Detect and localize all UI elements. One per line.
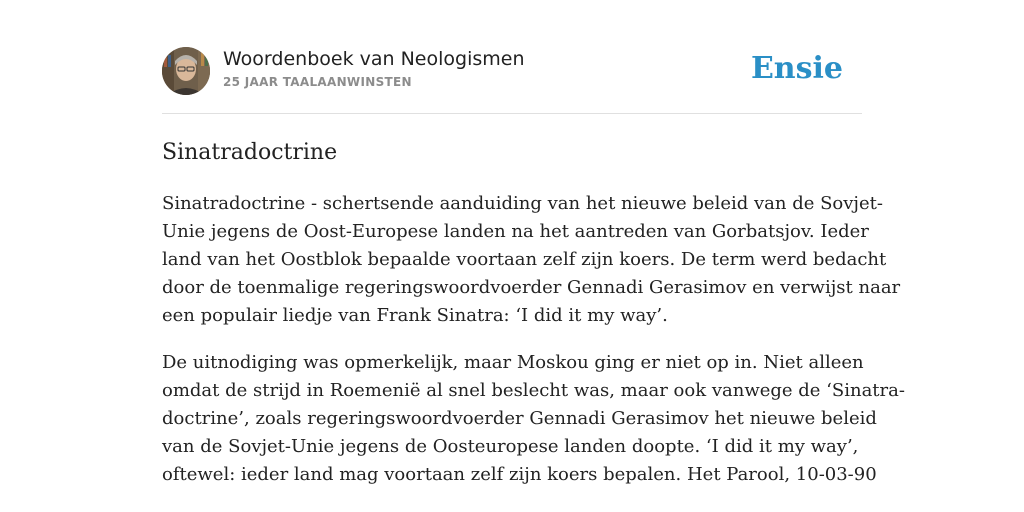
author-portrait-icon <box>162 47 210 95</box>
quote-line: van de Sovjet-Unie jegens de Oosteuropese landen doopte. ‘I did it my way’, <box>162 436 859 457</box>
quote-line: De uitnodiging was opmerkelijk, maar Moskou ging er niet op in. Niet alleen <box>162 352 864 373</box>
quote-line: omdat de strijd in Roemenië al snel beslecht was, maar ook vanwege de ‘Sinatra- <box>162 380 905 401</box>
definition-line: door de toenmalige regeringswoordvoerder Gennadi Gerasimov en verwijst naar <box>162 277 901 298</box>
entry-quote <box>162 349 905 489</box>
quote-line: doctrine’, zoals regeringswoordvoerder Gennadi Gerasimov het nieuwe beleid <box>162 408 877 429</box>
entry-definition <box>162 190 901 330</box>
definition-line: land van het Oostblok bepaalde voortaan zelf zijn koers. De term werd bedacht <box>162 249 887 270</box>
ensie-logo[interactable]: Ensie <box>750 51 843 86</box>
author-avatar[interactable] <box>162 47 210 95</box>
entry-title: Sinatradoctrine <box>162 140 338 165</box>
definition-line: Unie jegens de Oost-Europese landen na het aantreden van Gorbatsjov. Ieder <box>162 221 869 242</box>
definition-line: Sinatradoctrine - schertsende aanduiding van het nieuwe beleid van de Sovjet- <box>162 193 883 214</box>
header-divider <box>162 113 862 114</box>
source-header <box>162 47 862 95</box>
author-subtitle: 25 JAAR TAALAANWINSTEN <box>223 75 412 89</box>
author-name[interactable]: Woordenboek van Neologismen <box>223 48 525 70</box>
definition-line: een populair liedje van Frank Sinatra: ‘I did it my way’. <box>162 305 668 326</box>
quote-line: oftewel: ieder land mag voortaan zelf zijn koers bepalen. Het Parool, 10-03-90 <box>162 464 877 485</box>
